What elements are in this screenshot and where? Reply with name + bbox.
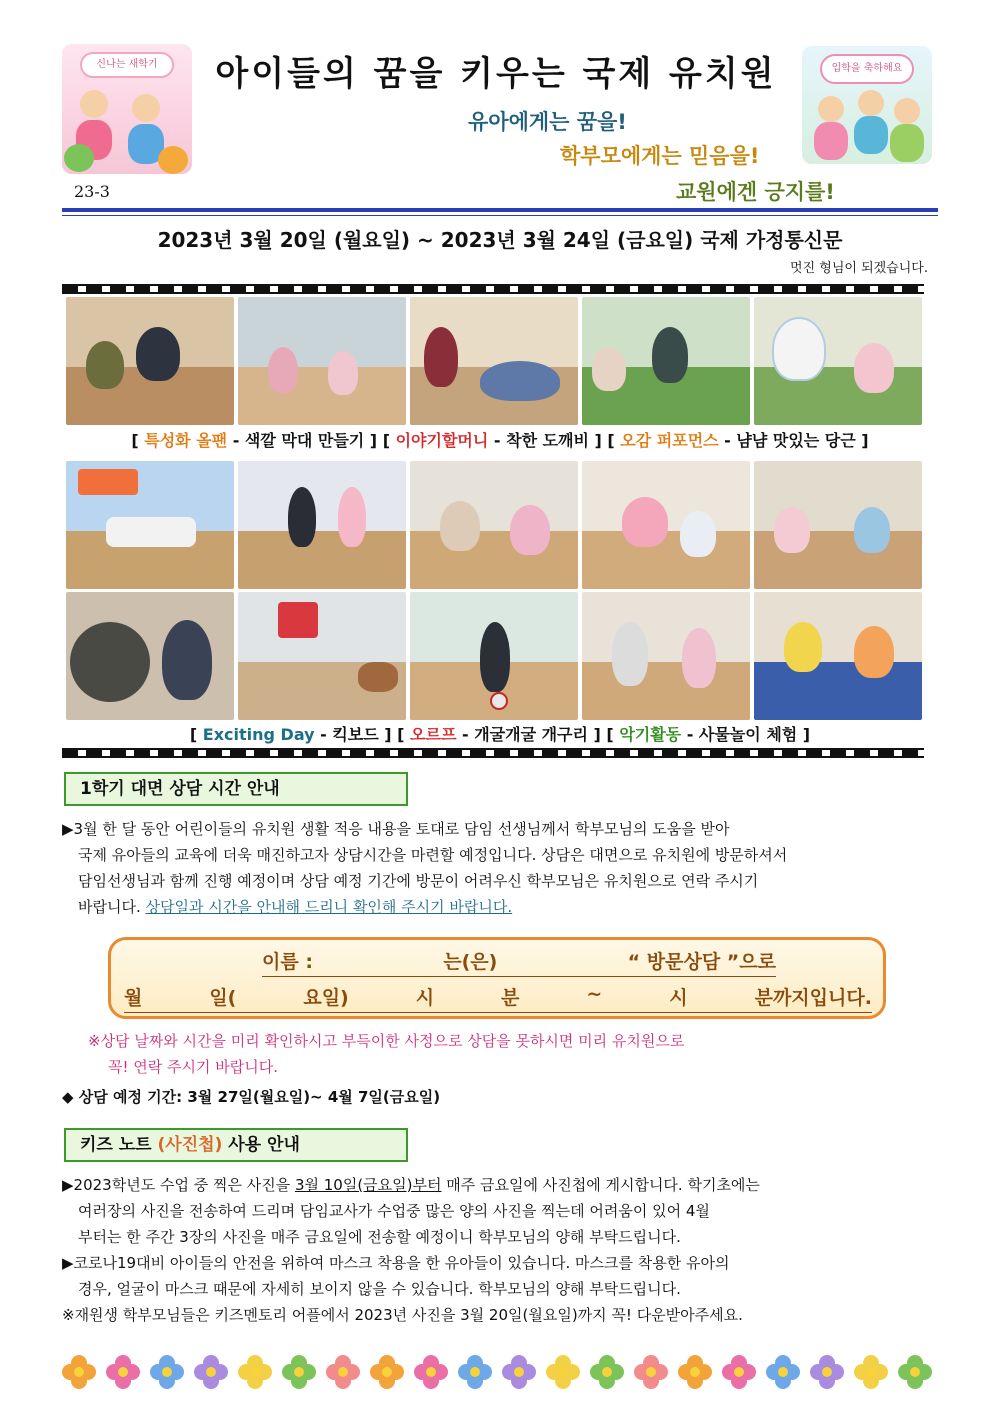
caption-instrument-label: 악기활동 (619, 725, 682, 744)
film-border-bottom (62, 748, 924, 758)
photo-kickboard-2 (238, 461, 406, 589)
flower-icon (194, 1355, 228, 1389)
logo-right-banner: 입학을 축하해요 (820, 54, 914, 84)
issue-number: 23-3 (74, 182, 110, 201)
flower-icon (502, 1355, 536, 1389)
flower-icon (898, 1355, 932, 1389)
logo-left-banner: 신나는 새학기 (80, 52, 174, 78)
kidsnote-description: ▶2023학년도 수업 중 찍은 사진을 3월 10일(금요일)부터 매주 금요일에 사진첩에 게시합니다. 학기초에는 여러장의 사진을 전송하여 드리며 담임교사가 수업중 많은 양의 사진을 찍는데 어려움이 있어 4월 부터는 한 주간 3장의 사진을 매주 금요일에 전송할 예정이니 학부모님의 양해 부탁드립니다. ▶코로나19대비 아이들의 안전을 위하여 마스크 착용을 한 유아들이 있습니다. 마스크를 착용한 유아의 경우, 얼굴이 마스크 때문에 자세히 보이지 않을 수 있습니다. 학부모님의 양해 부탁드립니다. ※재원생 학부모님들은 키즈멘토리 어플에서 2023년 사진을 3월 20일(월요일)까지 꼭! 다운받아주세요. (62, 1176, 760, 1324)
flower-icon (766, 1355, 800, 1389)
flower-icon (810, 1355, 844, 1389)
slogan-children: 유아에게는 꿈을! (468, 110, 627, 134)
header-divider-thick (62, 208, 938, 212)
photo-row-3 (66, 592, 922, 720)
flower-icon (62, 1355, 96, 1389)
photo-frog-song-1 (410, 461, 578, 589)
flower-icon (370, 1355, 404, 1389)
header-divider-thin (62, 215, 938, 216)
section-heading-counseling: 1학기 대면 상담 시간 안내 (64, 772, 408, 806)
photo-ball-play-3 (754, 592, 922, 720)
photo-carrot-performance-1 (582, 297, 750, 425)
photo-instrument-drums (238, 592, 406, 720)
photo-storytelling (410, 297, 578, 425)
counseling-description: ▶3월 한 달 동안 어린이들의 유치원 생활 적응 내용을 토대로 담임 선생님께서 학부모님의 도움을 받아 국제 유아들의 교육에 더욱 매진하고자 상담시간을 마련할 예정입니다. 상담은 대면으로 유치원에 방문하셔서 담임선생님과 함께 진행 예정이며 상담 예정 기간에 방문이 어려우신 학부모님은 유치원으로 연락 주시기 바랍니다. 상담일과 시간을 안내해 드리니 확인해 주시기 바랍니다. (62, 820, 788, 916)
flower-icon (150, 1355, 184, 1389)
film-border-top (62, 284, 924, 294)
newsletter-date-range: 2023년 3월 20일 (월요일) ~ 2023년 3월 24일 (금요일) 국제 가정통신문 (157, 228, 843, 252)
flower-icon (238, 1355, 272, 1389)
flower-icon (590, 1355, 624, 1389)
newsletter-title: 아이들의 꿈을 키우는 국제 유치원 (215, 54, 777, 94)
flower-icon (546, 1355, 580, 1389)
flower-icon (282, 1355, 316, 1389)
flower-icon (678, 1355, 712, 1389)
photo-ball-play-1 (410, 592, 578, 720)
logo-congrats-entrance (802, 46, 932, 164)
photo-ball-play-2 (582, 592, 750, 720)
flower-icon (106, 1355, 140, 1389)
flower-icon (458, 1355, 492, 1389)
slogan-teachers: 교원에겐 긍지를! (676, 180, 835, 204)
appointment-line-name: 이름 : 는(은) “ 방문상담 ”으로 (262, 947, 776, 977)
flower-icon (326, 1355, 360, 1389)
slogan-parents: 학부모에게는 믿음을! (560, 144, 760, 168)
caption-olpan-label: 특성화 올팬 (144, 431, 228, 450)
flower-icon (722, 1355, 756, 1389)
flower-border (62, 1350, 932, 1394)
caption-exciting-day-label: Exciting Day (202, 725, 315, 744)
photo-kickboard-1 (66, 461, 234, 589)
photo-row-1 (66, 297, 922, 425)
counseling-period: ◆ 상담 예정 기간: 3월 27일(월요일)~ 4월 7일(금요일) (62, 1088, 441, 1106)
photo-frog-song-3 (754, 461, 922, 589)
flower-icon (414, 1355, 448, 1389)
caption-story-grandma-label: 이야기할머니 (395, 431, 489, 450)
photo-subnote: 멋진 형님이 되겠습니다. (790, 261, 928, 276)
photo-row-2 (66, 461, 922, 589)
photo-color-stick-2 (238, 297, 406, 425)
caption-row-1: [ 특성화 올팬 - 색깔 막대 만들기 ] [ 이야기할머니 - 착한 도깨비 ] [ 오감 퍼포먼스 - 냠냠 맛있는 당근 ] (131, 431, 869, 450)
logo-new-semester (62, 44, 192, 174)
counseling-confirm-note: 상담일과 시간을 안내해 드리니 확인해 주시기 바랍니다. (145, 898, 513, 916)
section-heading-kidsnote: 키즈 노트 (사진첩) 사용 안내 (64, 1128, 408, 1162)
counseling-notice: ※상담 날짜와 시간을 미리 확인하시고 부득이한 사정으로 상담을 못하시면 미리 유치원으로 꼭! 연락 주시기 바랍니다. (88, 1032, 685, 1076)
caption-sensory-label: 오감 퍼포먼스 (620, 431, 719, 450)
photo-frog-song-2 (582, 461, 750, 589)
appointment-line-time: 월 일( 요일) 시 분 ~ 시 분까지입니다. (124, 983, 872, 1013)
flower-icon (854, 1355, 888, 1389)
caption-orff-label: 오르프 (410, 725, 457, 744)
flower-icon (634, 1355, 668, 1389)
photo-color-stick-1 (66, 297, 234, 425)
caption-row-2: [ Exciting Day - 킥보드 ] [ 오르프 - 개굴개굴 개구리 ] [ 악기활동 - 사물놀이 체험 ] (189, 725, 811, 744)
photo-carrot-performance-2 (754, 297, 922, 425)
photo-instrument-gong (66, 592, 234, 720)
